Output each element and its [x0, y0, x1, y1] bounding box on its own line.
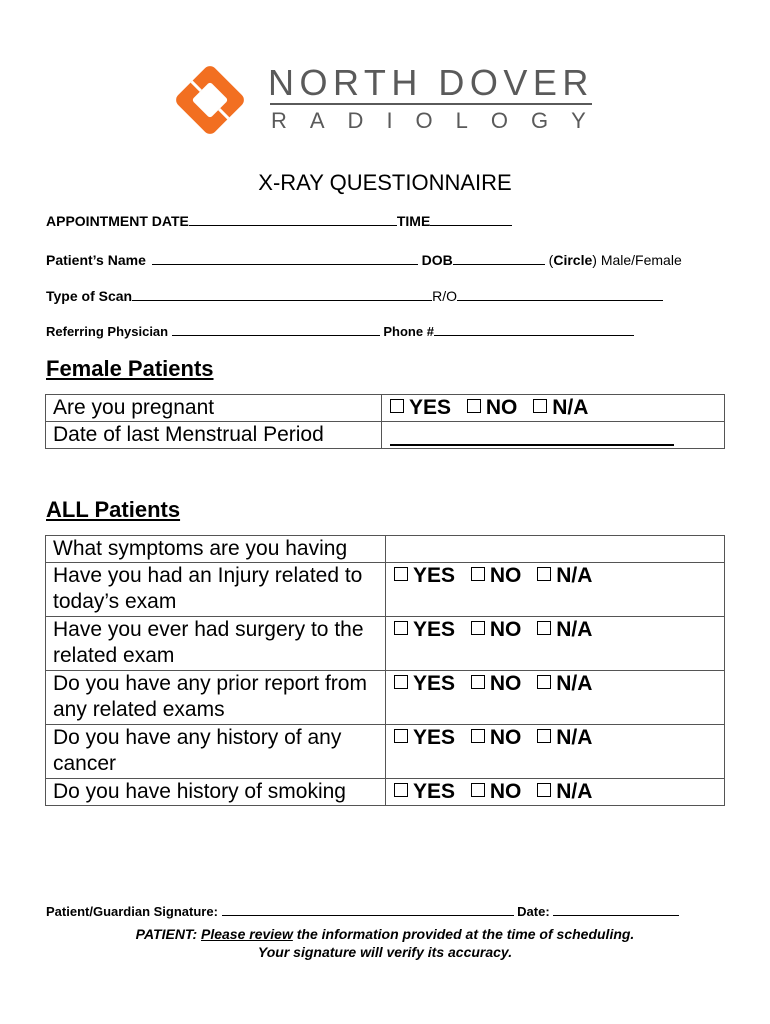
sex-options[interactable]: Male/Female — [600, 252, 682, 268]
checkbox-icon — [537, 675, 551, 689]
question-cell: Date of last Menstrual Period — [46, 422, 382, 449]
ro-label: R/O — [432, 288, 457, 304]
signature-row — [46, 903, 679, 919]
signature-date-field[interactable] — [553, 903, 679, 916]
patient-row: Patient’s Name DOB (Circle) Male/Female — [46, 252, 682, 268]
no-option[interactable]: NO — [471, 564, 522, 587]
na-option[interactable]: N/A — [537, 564, 592, 587]
answer-cell — [386, 671, 725, 725]
referring-physician-label: Referring Physician — [46, 324, 169, 339]
checkbox-icon — [471, 621, 485, 635]
menstrual-date-field[interactable] — [390, 423, 674, 446]
answer-cell — [386, 563, 725, 617]
table-row — [46, 422, 725, 449]
yes-option[interactable]: YES — [394, 564, 455, 587]
checkbox-icon — [537, 567, 551, 581]
notice-text: the information provided at the time of scheduling. — [296, 926, 635, 942]
table-row — [46, 725, 725, 779]
answer-cell — [382, 422, 725, 449]
patient-name-field[interactable] — [152, 252, 418, 265]
signature-label: Patient/Guardian Signature: — [46, 904, 218, 919]
signature-field[interactable] — [222, 903, 514, 916]
dob-field[interactable] — [453, 252, 545, 265]
circle-label: Circle — [553, 252, 593, 268]
question-cell: Have you ever had surgery to the related exam — [46, 617, 386, 671]
checkbox-icon — [537, 729, 551, 743]
dob-label: DOB — [421, 252, 453, 268]
checkbox-icon — [471, 783, 485, 797]
checkbox-icon — [394, 783, 408, 797]
table-row — [46, 395, 725, 422]
table-row — [46, 617, 725, 671]
question-cell: Do you have any prior report from any related exams — [46, 671, 386, 725]
checkbox-icon — [471, 567, 485, 581]
answer-cell — [386, 779, 725, 806]
no-option[interactable]: NO — [471, 618, 522, 641]
table-row — [46, 671, 725, 725]
no-option[interactable]: NO — [471, 780, 522, 803]
answer-cell — [386, 725, 725, 779]
no-option[interactable]: NO — [467, 396, 518, 419]
notice-line-1 — [0, 926, 770, 942]
no-option[interactable]: NO — [471, 672, 522, 695]
question-cell: What symptoms are you having — [46, 536, 386, 563]
all-heading: ALL Patients — [46, 497, 181, 522]
notice-line-2: Your signature will verify its accuracy. — [257, 944, 513, 960]
checkbox-icon — [471, 675, 485, 689]
checkbox-icon — [471, 729, 485, 743]
symptoms-answer-cell[interactable] — [386, 536, 725, 563]
appointment-date-field[interactable] — [189, 213, 397, 226]
yes-option[interactable]: YES — [394, 618, 455, 641]
checkbox-icon — [390, 399, 404, 413]
ro-field[interactable] — [457, 288, 663, 301]
appointment-date-label: APPOINTMENT DATE — [46, 213, 189, 229]
logo-subtitle: RADIOLOGY — [271, 108, 609, 133]
type-of-scan-field[interactable] — [132, 288, 432, 301]
question-cell: Do you have history of smoking — [46, 779, 386, 806]
female-table — [45, 394, 725, 449]
yes-option[interactable]: YES — [394, 726, 455, 749]
logo-mark-icon — [172, 62, 248, 138]
na-option[interactable]: N/A — [537, 618, 592, 641]
yes-option[interactable]: YES — [394, 780, 455, 803]
answer-cell — [386, 617, 725, 671]
time-field[interactable] — [430, 213, 512, 226]
date-label: Date: — [517, 904, 550, 919]
answer-cell — [382, 395, 725, 422]
yes-option[interactable]: YES — [390, 396, 451, 419]
page-title: X-RAY QUESTIONNAIRE — [258, 170, 512, 195]
time-label: TIME — [396, 213, 431, 229]
patient-name-label: Patient’s Name — [46, 252, 146, 268]
notice-prefix: PATIENT: — [135, 926, 198, 942]
phone-label: Phone # — [383, 324, 434, 339]
checkbox-icon — [394, 675, 408, 689]
phone-field[interactable] — [434, 323, 634, 336]
question-cell: Are you pregnant — [46, 395, 382, 422]
yes-option[interactable]: YES — [394, 672, 455, 695]
na-option[interactable]: N/A — [533, 396, 588, 419]
question-cell: Have you had an Injury related to today’s exam — [46, 563, 386, 617]
physician-row — [46, 323, 634, 339]
question-cell: Do you have any history of any cancer — [46, 725, 386, 779]
na-option[interactable]: N/A — [537, 780, 592, 803]
checkbox-icon — [394, 567, 408, 581]
table-row — [46, 536, 725, 563]
scan-row — [46, 288, 663, 304]
checkbox-icon — [537, 783, 551, 797]
checkbox-icon — [533, 399, 547, 413]
checkbox-icon — [537, 621, 551, 635]
na-option[interactable]: N/A — [537, 726, 592, 749]
type-of-scan-label: Type of Scan — [46, 288, 133, 304]
checkbox-icon — [394, 621, 408, 635]
no-option[interactable]: NO — [471, 726, 522, 749]
female-heading: Female Patients — [46, 356, 214, 381]
na-option[interactable]: N/A — [537, 672, 592, 695]
appointment-row — [46, 213, 512, 229]
checkbox-icon — [394, 729, 408, 743]
checkbox-icon — [467, 399, 481, 413]
table-row — [46, 563, 725, 617]
all-table — [45, 535, 725, 806]
logo-divider — [270, 103, 592, 105]
notice-emphasis: Please review — [201, 926, 293, 942]
table-row — [46, 779, 725, 806]
referring-physician-field[interactable] — [172, 323, 380, 336]
logo-name: NORTH DOVER — [268, 62, 594, 103]
